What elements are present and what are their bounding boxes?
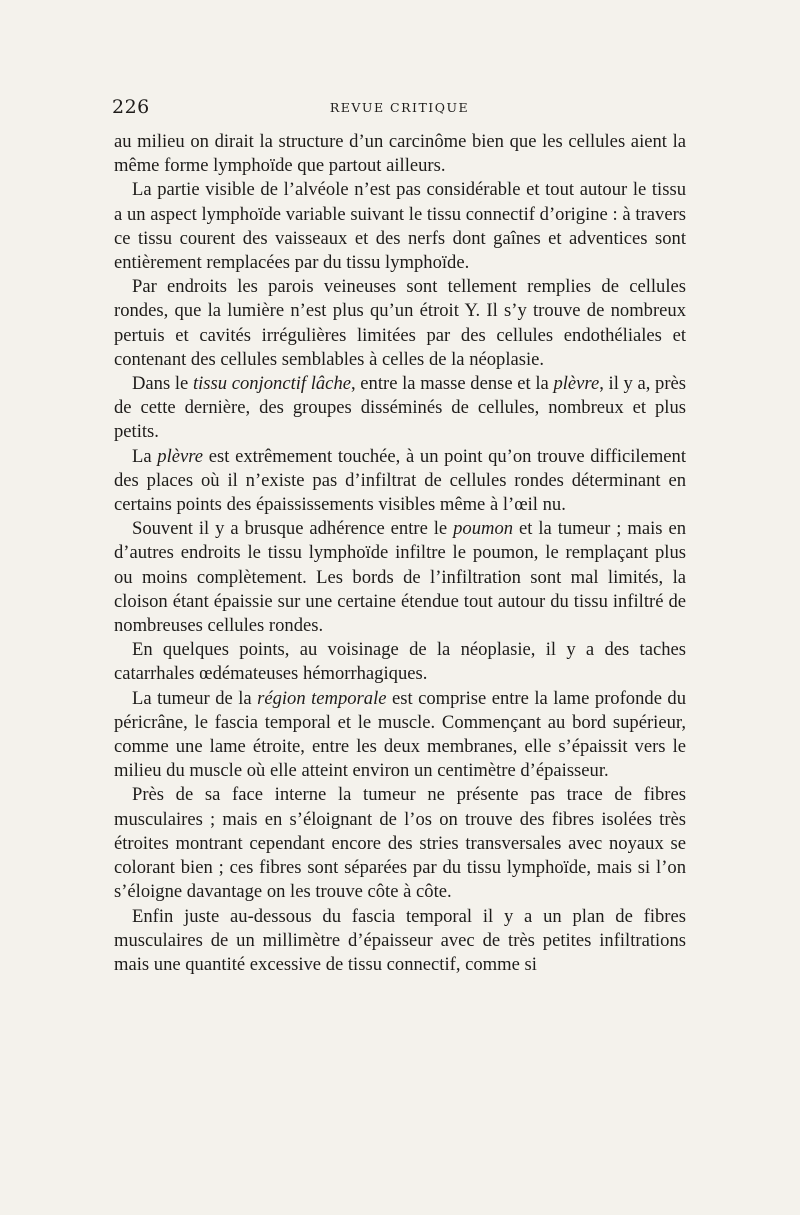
paragraph bbox=[114, 638, 686, 686]
paragraph bbox=[114, 445, 686, 518]
paragraph-text: Souvent il y a brusque adhérence entre le bbox=[132, 518, 454, 540]
paragraph bbox=[114, 130, 686, 178]
paragraph-text: La tumeur de la bbox=[132, 687, 258, 709]
paragraph-text: et la tumeur ; mais en d’autres endroits le tissu lymphoïde infiltre le poumon, le remplaçant plus ou moins complètement. Les bords de l’infiltration sont mal limités, la cloison étant épaissie sur une certaine étendue tout autour du tissu infiltré de nombreuses cellules rondes. bbox=[114, 518, 687, 637]
paragraph-text: est extrêmement touchée, à un point qu’on trouve difficilement des places où il n’existe pas d’infiltrat de cellules rondes déterminant en certains points des épaississements visibles même à l’œil nu. bbox=[114, 445, 686, 516]
paragraph-text: Dans le bbox=[132, 373, 193, 395]
paragraph-text: , entre la masse dense et la bbox=[351, 373, 554, 395]
italic-term: région temporale bbox=[257, 687, 387, 709]
paragraph-text: Par endroits les parois veineuses sont tellement remplies de cellules rondes, que la lumière n’est plus qu’un étroit Y. Il s’y trouve de nombreux pertuis et cavités irrégulières limitées par des cellules endothéliales et contenant des cellules semblables à celles de la néoplasie. bbox=[114, 276, 686, 370]
paragraph-text: En quelques points, au voisinage de la néoplasie, il y a des taches catarrhales œdémateuses hémorrhagiques. bbox=[114, 639, 686, 685]
paragraph bbox=[114, 783, 686, 904]
italic-term: plèvre bbox=[553, 373, 600, 395]
paragraph bbox=[114, 517, 686, 638]
paragraph bbox=[114, 275, 686, 372]
italic-term: plèvre bbox=[157, 445, 204, 467]
page-header bbox=[112, 96, 687, 124]
paragraph bbox=[114, 178, 686, 275]
body-text bbox=[114, 130, 686, 977]
paragraph bbox=[114, 687, 686, 784]
italic-term: tissu conjonctif lâche bbox=[192, 373, 351, 395]
paragraph-text: La partie visible de l’alvéole n’est pas considérable et tout autour le tissu a un aspect lymphoïde variable suivant le tissu connectif d’origine : à travers ce tissu courent des vaisseaux et des nerfs dont gaînes et adventices sont entièrement remplacées par du tissu lymphoïde. bbox=[114, 179, 686, 274]
running-title: REVUE CRITIQUE bbox=[329, 100, 470, 115]
paragraph-text: La bbox=[132, 445, 158, 467]
paragraph-text: Enfin juste au-dessous du fascia temporal il y a un plan de fibres musculaires de un millimètre d’épaisseur avec de très petites infiltrations mais une quantité excessive de tissu connectif, comme si bbox=[114, 905, 686, 975]
page-number: 226 bbox=[112, 96, 150, 118]
italic-term: poumon bbox=[453, 518, 514, 540]
paragraph bbox=[114, 905, 686, 978]
paragraph-text: Près de sa face interne la tumeur ne présente pas trace de fibres musculaires ; mais en s’éloignant de l’os on trouve des fibres isolées très étroites montrant cependant encore des stries transversales avec noyaux se colorant bien ; ces fibres sont séparées par du tissu lymphoïde, mais si l’on s’éloigne davantage on les trouve côte à côte. bbox=[114, 784, 686, 903]
paragraph-text: au milieu on dirait la structure d’un carcinôme bien que les cellules aient la même forme lymphoïde que partout ailleurs. bbox=[114, 131, 686, 177]
paragraph-text: , il y a, près de cette dernière, des groupes disséminés de cellules, nombreux et plus petits. bbox=[114, 373, 686, 443]
paragraph-text: est comprise entre la lame profonde du péricrâne, le fascia temporal et le muscle. Commençant au bord supérieur, comme une lame étroite, entre les deux membranes, elle s’épaissit vers le milieu du muscle où elle atteint environ un centimètre d’épaisseur. bbox=[114, 687, 686, 782]
paragraph bbox=[114, 372, 686, 445]
